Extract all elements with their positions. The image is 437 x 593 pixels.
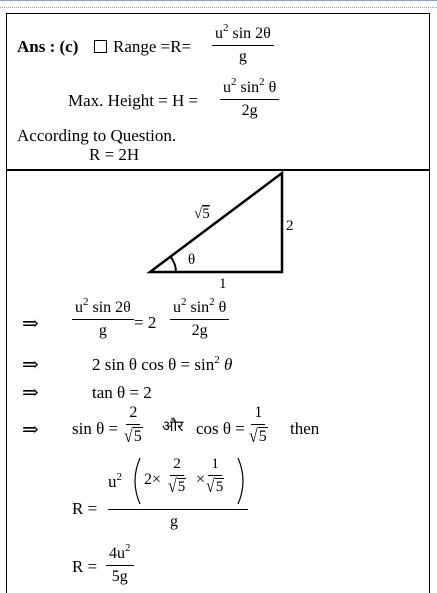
r-denominator: g (170, 513, 178, 530)
square-exponent: 2 (116, 471, 122, 483)
step1-lhs-den: g (98, 322, 107, 339)
square-exponent: 2 (181, 296, 187, 308)
implies-arrow: ⇒ (22, 419, 39, 441)
square-exponent: 2 (209, 296, 215, 308)
range-numerator: sin 2θ (232, 25, 271, 42)
step1-rhs-den: 2g (191, 322, 208, 339)
then-text: then (290, 419, 320, 438)
square-exponent: 2 (259, 76, 265, 88)
cos-value-label: cos θ = (196, 419, 245, 438)
aur-text: और (162, 417, 184, 435)
answer-label: Ans : (c) (17, 37, 79, 56)
fraction-den: 5 (133, 428, 142, 445)
implies-arrow: ⇒ (22, 313, 39, 335)
u-symbol: u (108, 472, 117, 491)
r-final-den: 5g (111, 568, 128, 585)
u-symbol: u (173, 299, 181, 316)
r-label: R = (72, 499, 98, 518)
radical-icon: √ (249, 426, 258, 447)
range-formula (212, 22, 274, 66)
r-final-fraction (106, 542, 134, 586)
according-text: According to Question. (17, 126, 177, 145)
sin-value-fraction (124, 404, 143, 446)
u-symbol: u (223, 79, 231, 96)
fraction-den: 5 (215, 479, 224, 495)
inner-fraction-1 (168, 456, 186, 496)
hyp-label: √5 (194, 206, 210, 222)
angle-label: θ (188, 252, 196, 268)
step2-equation (92, 355, 232, 373)
sin-value-label: sin θ = (72, 419, 119, 438)
left-paren (135, 458, 140, 504)
step2-text: 2 sin θ cos θ = sin (92, 355, 215, 374)
sin-text: sin (240, 79, 260, 96)
u-symbol: u (215, 25, 223, 42)
r-numerator (108, 454, 248, 509)
u-symbol: u (75, 299, 83, 316)
theta-text: θ (268, 79, 277, 96)
side-label: 2 (286, 218, 294, 234)
u-squared (108, 472, 122, 490)
step3-equation: tan θ = 2 (92, 383, 152, 402)
r-final-num: 4u (109, 545, 125, 562)
implies-arrow: ⇒ (22, 354, 39, 376)
inner-fraction-2 (206, 456, 224, 496)
range-label: Range =R= (113, 37, 192, 56)
cos-value-fraction (249, 404, 268, 446)
step1-lhs-num: sin 2θ (92, 299, 131, 316)
fraction-num: 1 (251, 404, 265, 425)
radical-icon: √ (206, 476, 215, 497)
theta-text: θ (223, 355, 233, 374)
square-exponent: 2 (223, 22, 229, 34)
implies-arrow: ⇒ (22, 382, 39, 404)
max-height-formula (220, 76, 279, 120)
square-exponent: 2 (214, 354, 220, 366)
fraction-bar (108, 509, 248, 510)
r-final-label: R = (72, 557, 98, 576)
relation-text: R = 2H (89, 145, 140, 164)
max-height-denominator: 2g (241, 102, 258, 119)
fraction-num: 2 (170, 456, 184, 476)
square-exponent: 2 (125, 542, 131, 554)
range-denominator: g (238, 48, 247, 65)
angle-arc (170, 256, 176, 272)
fraction-num: 2 (126, 404, 140, 425)
fraction-den: 5 (177, 479, 186, 495)
triangle-diagram (140, 168, 310, 288)
step1-mid: = 2 (134, 313, 157, 332)
checkbox-icon (92, 38, 111, 55)
two-times: 2× (144, 471, 162, 488)
radical-icon: √ (168, 476, 177, 497)
max-height-label: Max. Height = H = (68, 91, 199, 110)
fraction-den: 5 (258, 428, 267, 445)
sin-text: sin (190, 299, 210, 316)
theta-text: θ (218, 299, 227, 316)
base-label: 1 (219, 276, 227, 288)
step1-lhs (72, 296, 134, 340)
step1-rhs (170, 296, 229, 340)
square-exponent: 2 (83, 296, 89, 308)
ruler-line (0, 0, 437, 8)
times-sign: × (196, 471, 206, 488)
right-paren (238, 458, 243, 504)
radical-icon: √ (124, 426, 133, 447)
fraction-num: 1 (208, 456, 222, 476)
square-exponent: 2 (231, 76, 237, 88)
